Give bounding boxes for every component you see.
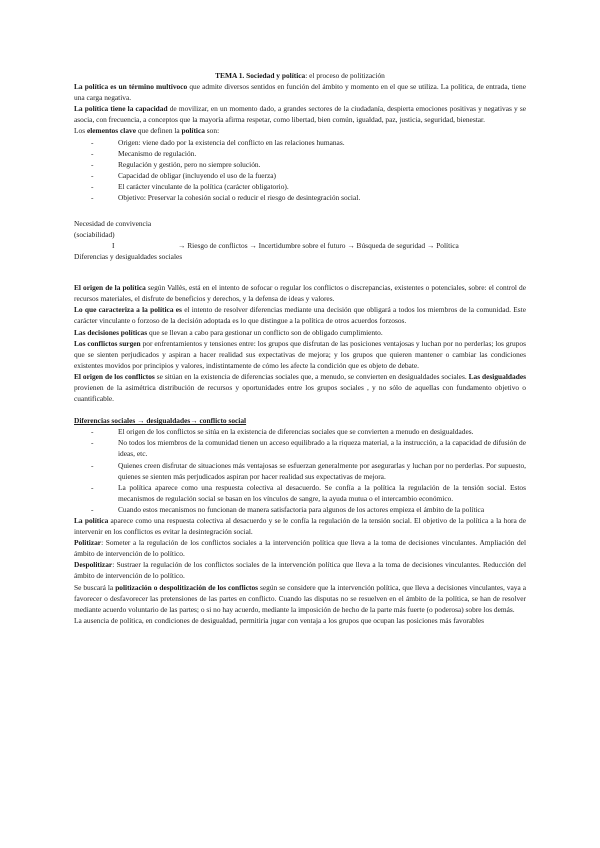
intro-p3-b: que definen la xyxy=(135,126,182,136)
t1-bold: La política xyxy=(74,516,109,525)
section3-heading-text: Diferencias sociales → desigualdades→ conflicto social xyxy=(74,416,247,426)
t2-bold: Politizar xyxy=(74,538,102,548)
intro-p2-bold: La política tiene la capacidad xyxy=(74,104,168,114)
s1-bold: El origen de la política xyxy=(74,283,146,293)
intro-p1-bold: La política es un término multívoco xyxy=(74,82,188,92)
s5-bold: El origen de los conflictos xyxy=(74,371,155,381)
s5-bold2: Las desigualdades xyxy=(468,371,526,381)
s5-text: se sitúan en la existencia de diferencias sociales que, a menudo, se convierten en desigualdades sociales. xyxy=(154,371,469,381)
list-item: - El carácter vinculante de la política (carácter obligatorio). xyxy=(118,181,526,192)
s4-bold: Los conflictos surgen xyxy=(74,338,141,348)
list-item: - Objetivo: Preservar la cohesión social o reducir el riesgo de desintegración social. xyxy=(118,192,526,203)
t1-text: aparece como una respuesta colectiva al desacuerdo y se le confía la regulación de la tensión social. El objetivo de la política a la hora de intervenir en los conflictos es evitar la desintegración social. xyxy=(74,516,526,537)
title-rest: : el proceso de politización xyxy=(305,71,385,80)
diagram-chain: → Riesgo de conflictos → Incertidumbre sobre el futuro → Búsqueda de seguridad → Política xyxy=(178,241,459,251)
section3-heading xyxy=(74,415,526,426)
list-item: - Mecanismo de regulación. xyxy=(118,148,526,159)
section2-p2 xyxy=(74,304,526,326)
s5-text2: provienen de la asimétrica distribución de recursos y oportunidades entre los grupos sociales , y no sólo de aquellas con fundamento objetivo o cuantificable. xyxy=(74,382,526,404)
list-item: - Regulación y gestión, pero no siempre solución. xyxy=(118,159,526,170)
elementos-list xyxy=(74,137,526,204)
t3-bold: Despolitizar xyxy=(74,560,113,570)
s2-text: el intento de resolver diferencias mediante una decisión que obligará a todos los miembros de la comunidad. Este carácter vinculante o forzoso de la decisión adoptada es lo que distingue a la política de otros acuerdos forzosos. xyxy=(74,305,527,326)
intro-p2-text: de movilizar, en un momento dado, a grandes sectores de la ciudadanía, despierta emociones positivas y negativas y se asocia, con frecuencia, a conceptos que la mayoría afirma respetar, como libertad, bien común, igualdad, paz, justicia, seguridad, bienestar. xyxy=(74,104,526,125)
t2-text: : Someter a la regulación de los conflictos sociales a la intervención política que lleva a la toma de decisiones vinculantes. Ampliación del ámbito de intervención de lo político. xyxy=(74,538,526,559)
intro-p3-c: son: xyxy=(204,126,220,136)
title-bold: . Sociedad y política xyxy=(242,71,306,80)
s3-bold: Las decisiones políticas xyxy=(74,327,148,337)
t4-a: Se buscará la xyxy=(74,582,116,592)
diagram-top-label: Necesidad de convivencia (sociabilidad) xyxy=(74,219,152,240)
section4-p5: La ausencia de política, en condiciones de desigualdad, permitiría jugar con ventaja a los grupos que ocupan las posiciones más favorables xyxy=(74,615,485,625)
intro-paragraph-2 xyxy=(74,103,526,125)
list-item: - Origen: viene dado por la existencia del conflicto en las relaciones humanas. xyxy=(118,137,526,148)
section4-p3 xyxy=(74,559,526,581)
intro-paragraph-1 xyxy=(74,81,526,103)
list-item: - La política aparece como una respuesta colectiva al desacuerdo. Se confía a la política la regulación de la tensión social. Estos mecanismos de regulación social se basan en los vínculos de sangre, la ayuda mutua o el intercambio económico. xyxy=(118,482,526,504)
section4-p2 xyxy=(74,537,526,559)
intro-p3-bold2: política xyxy=(181,126,205,136)
t4-bold: politización o despolitización de los conflictos xyxy=(115,582,259,592)
s4-text: por enfrentamientos y tensiones entre: los grupos que disfrutan de las posiciones ventajosas y luchan por no perderlas; los grupos que se sienten perjudicados y aspiran a hacer realidad sus expectativas de mejora; y los grupos que quieren mantener o cambiar las condiciones existentes movidos por principios y valores, indistintamente de cómo les afecte la condición que es objeto de debate. xyxy=(74,338,526,370)
conflict-diagram xyxy=(74,218,526,278)
intro-p3-bold: elementos clave xyxy=(86,126,136,136)
title-tema: TEMA 1 xyxy=(215,71,243,80)
page-title xyxy=(74,70,526,81)
s3-text: que se llevan a cabo para gestionar un conflicto son de obligado cumplimiento. xyxy=(147,327,383,337)
s1-text: según Vallès, está en el intento de sofocar o regular los conflictos o discrepancias, existentes o potenciales, sobre: el control de recursos materiales, el disfrute de beneficios y derechos, y la defensa de ideas y valores. xyxy=(74,283,526,304)
list-item: - Capacidad de obligar (incluyendo el uso de la fuerza) xyxy=(118,170,526,181)
list-item: - Quienes creen disfrutar de situaciones más ventajosas se esfuerzan generalmente por asegurarlas y luchan por no perderlas. Por supuesto, quienes se sienten más perjudicados aspiran por hacer realidad sus expectativas de mejora. xyxy=(118,460,526,482)
section2-p4 xyxy=(74,338,526,371)
intro-p1-text: que admite diversos sentidos en función del ámbito y momento en el que se utiliza. La política, de entrada, tiene una carga negativa. xyxy=(74,82,526,103)
section2-p3 xyxy=(74,327,526,338)
intro-paragraph-3 xyxy=(74,125,526,136)
s2-bold: Lo que caracteriza a la política es xyxy=(74,305,182,315)
t3-text: : Sustraer la regulación de los conflictos sociales de la intervención política que lleva a la toma de decisiones vinculantes. Reducción del ámbito de intervención de lo político. xyxy=(74,560,526,581)
t4-text: según se considere que la intervención política, que lleva a decisiones vinculantes, vaya a favorecer o desfavorecer las pretensiones de las partes en conflicto. Cuando las disputas no se resuelven en el ámbito de la política, se han de resolver mediante acuerdo voluntario de las partes; o si no hay acuerdo, mediante la imposición de hecho de la parte más fuerte (o poderosa) sobre los demás. xyxy=(74,582,526,614)
diagram-bottom-label: Diferencias y desigualdades sociales xyxy=(74,252,183,262)
intro-p3-a: Los xyxy=(74,126,87,136)
list-item: - Cuando estos mecanismos no funcionan de manera satisfactoria para algunos de los actores empieza el ámbito de la política xyxy=(118,504,526,515)
diagram-bar: I xyxy=(112,241,115,251)
list-item: - No todos los miembros de la comunidad tienen un acceso equilibrado a la riqueza material, a la instrucción, a la capacidad de difusión de ideas, etc. xyxy=(118,437,526,459)
section3-list xyxy=(74,426,526,515)
section4-p4 xyxy=(74,582,526,615)
section2-p5 xyxy=(74,371,526,404)
section2-p1 xyxy=(74,282,526,304)
section4-p1 xyxy=(74,515,526,537)
list-item: - El origen de los conflictos se sitúa en la existencia de diferencias sociales que se convierten a menudo en desigualdades. xyxy=(118,426,526,437)
